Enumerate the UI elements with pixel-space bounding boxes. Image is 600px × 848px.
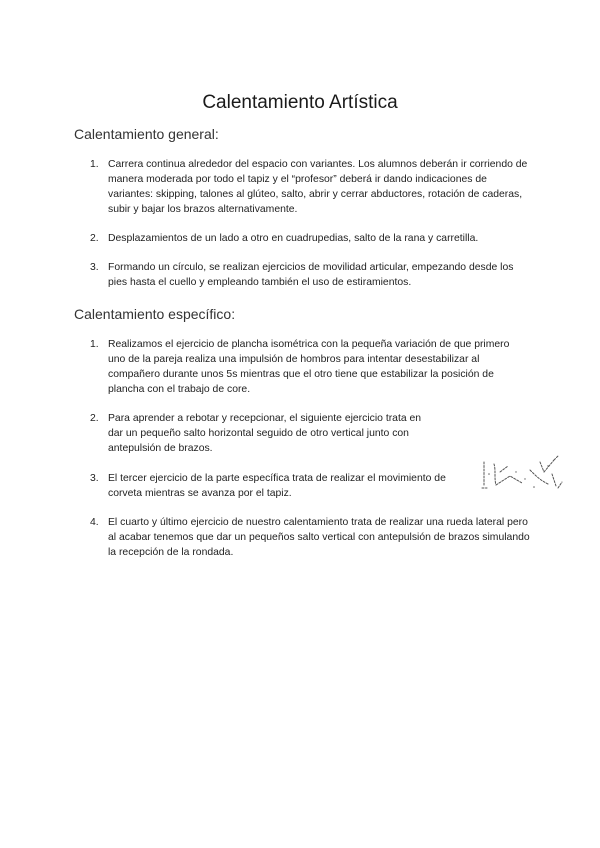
list-item-text: Formando un círculo, se realizan ejercicios de movilidad articular, empezando desde los pies hasta el cuello y empleando también el uso de estiramientos. <box>108 262 514 288</box>
list-item <box>90 260 530 290</box>
list-item-number: 1. <box>90 339 99 350</box>
list-item <box>90 337 520 397</box>
list-general <box>90 157 530 290</box>
list-item-text: Realizamos el ejercicio de plancha isométrica con la pequeña variación de que primero uno de la pareja realiza una impulsión de hombros para intentar desestabilizar al compañero durante unos 5s mientras que el otro tiene que estabilizar la posición de plancha con el trabajo de core. <box>108 339 510 395</box>
list-item-text: El tercer ejercicio de la parte específica trata de realizar el movimiento de corveta mientras se avanza por el tapiz. <box>108 473 446 499</box>
page-title: Calentamiento Artística <box>202 92 398 113</box>
list-item <box>90 515 538 560</box>
list-item-number: 2. <box>90 413 99 424</box>
list-item <box>90 157 530 217</box>
list-item-number: 3. <box>90 473 99 484</box>
list-especifico <box>90 337 530 560</box>
list-item-text: Desplazamientos de un lado a otro en cuadrupedias, salto de la rana y carretilla. <box>108 233 479 244</box>
list-item-text: El cuarto y último ejercicio de nuestro calentamiento trata de realizar una rueda lateral pero al acabar tenemos que dar un pequeños salto vertical con antepulsión de brazos simulando la recepción de la rondada. <box>108 517 530 558</box>
list-item-text: Carrera continua alrededor del espacio con variantes. Los alumnos deberán ir corriendo de manera moderada por todo el tapiz y el “profesor” deberá ir dando indicaciones de variantes: skipping, talones al glúteo, salto, abrir y cerrar abductores, rotación de caderas, subir y bajar los brazos alternativamente. <box>108 159 528 215</box>
sketch-figure-icon <box>478 452 564 494</box>
section-heading-general: Calentamiento general: <box>74 126 219 142</box>
list-item-text: Para aprender a rebotar y recepcionar, el siguiente ejercicio trata en dar un pequeño salto horizontal seguido de otro vertical junto con antepulsión de brazos. <box>108 413 422 454</box>
list-item-number: 3. <box>90 262 99 273</box>
list-item <box>90 411 520 456</box>
list-item-number: 1. <box>90 159 99 170</box>
list-item-number: 4. <box>90 517 99 528</box>
list-item <box>90 231 530 246</box>
section-heading-especifico: Calentamiento específico: <box>74 306 236 322</box>
list-item-number: 2. <box>90 233 99 244</box>
list-item <box>90 471 463 501</box>
